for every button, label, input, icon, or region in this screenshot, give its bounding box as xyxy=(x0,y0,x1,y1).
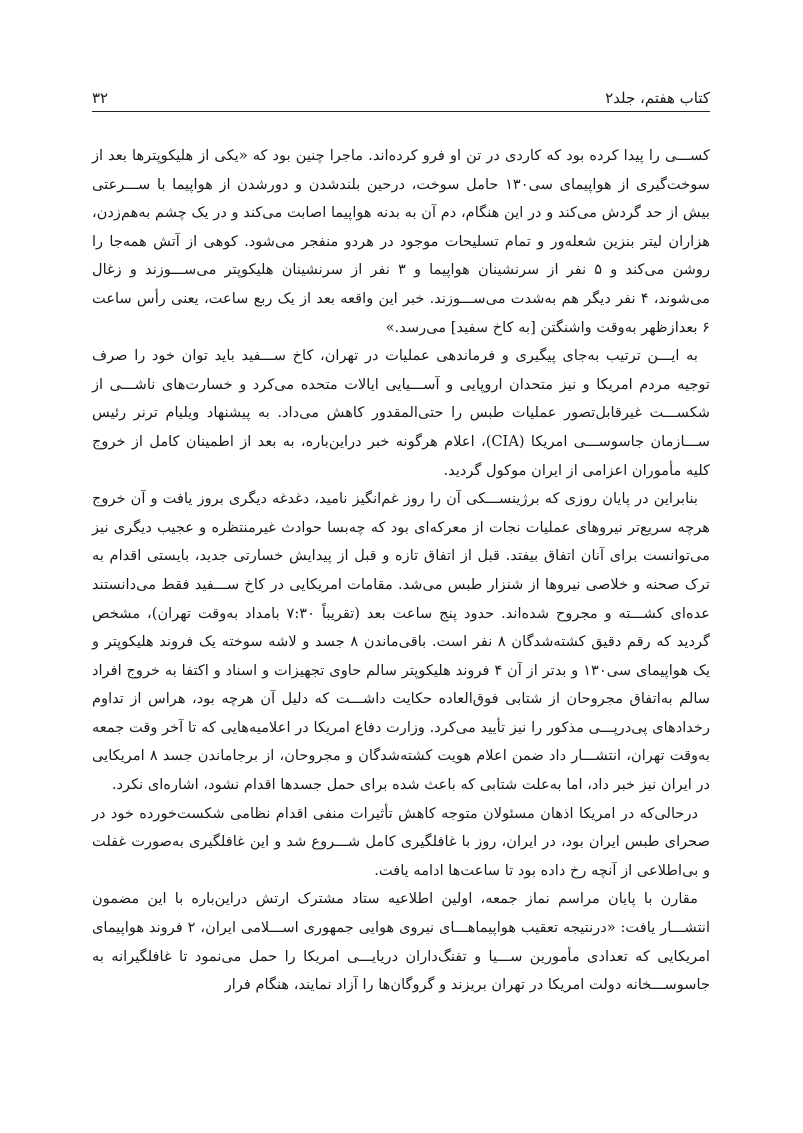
paragraph: مقارن با پایان مراسم نماز جمعه، اولین اطلاعیه ستاد مشترک ارتش دراین‌باره با این مضمون انتشـــار یافت: «درنتیجه تعقیب هواپیماهـــای نیروی هوایی جمهوری اســـلامی ایران، ۲ فروند هواپیمای امریکایی که تعدادی مأمورین ســـیا و تفنگ‌داران دریایـــی امریکا را حمل می‌نمود تا غافلگیرانه به جاسوســـخانه دولت امریکا در تهران بریزند و گروگان‌ها را آزاد نمایند، هنگام فرار xyxy=(92,890,711,994)
book-title: کتاب هفتم، جلد۲ xyxy=(605,89,710,107)
paragraph: درحالی‌که در امریکا اذهان مسئولان متوجه کاهش تأثیرات منفی اقدام نظامی شکست‌خورده خود در صحرای طبس ایران بود، در ایران، روز با غافلگیری کامل شـــروع شد و این غافلگیری به‌صورت غفلت و بی‌اطلاعی از آنچه رخ داده بود تا ساعت‌ها ادامه یافت. xyxy=(92,804,710,879)
running-header xyxy=(92,84,710,112)
paragraph: بنابراین در پایان روزی که برژینســـکی آن را روز غم‌انگیز نامید، دغدغه دیگری بروز یافت و آن خروج هرچه سریع‌تر نیروهای عملیات نجات از معرکه‌ای بود که چه‌بسا حوادث غیرمنتظره و عجیب دیگری نیز می‌توانست برای آنان اتفاق بیفتد. قبل از اتفاق تازه و قبل از پیدایش خسارتی جدید، بایستی اقدام به ترک صحنه و خلاصی نیروها از شنزار طبس می‌شد. مقامات امریکایی در کاخ ســـفید فقط می‌دانستند عده‌ای کشـــته و مجروح شده‌اند. حدود پنج ساعت بعد (تقریباً ۷:۳۰ بامداد به‌وقت تهران)، مشخص گردید که رقم دقیق کشته‌شدگان ۸ نفر است. باقی‌ماندن ۸ جسد و لاشه سوخته یک فروند هلیکوپتر و یک هواپیمای سی۱۳۰ و بدتر از آن ۴ فروند هلیکوپتر سالم حاوی تجهیزات و اسناد و اکتفا به خروج افراد سالم به‌اتفاق مجروحان از شتابی فوق‌العاده حکایت داشـــت که دلیل آن هرچه بود، هراس از تداوم رخدادهای پی‌درپـــی مذکور را نیز تأیید می‌کرد. وزارت دفاع امریکا در اعلامیه‌هایی که تا آخر وقت جمعه به‌وقت تهران، انتشـــار داد ضمن اعلام هویت کشته‌شدگان و مجروحان، از برجاماندن جسد ۸ امریکایی در ایران نیز خبر داد، اما به‌علت شتابی که باعث شده برای حمل جسدها اقدام نشود، اشاره‌ای نکرد. xyxy=(92,490,710,794)
paragraph: به ایـــن ترتیب به‌جای پیگیری و فرماندهی عملیات در تهران، کاخ ســـفید باید توان خود را صرف توجیه مردم امریکا و نیز متحدان اروپایی و آســـیایی ایالات متحده می‌کرد و خسارت‌های ناشـــی از شکســـت غیرقابل‌تصور عملیات طبس را حتی‌المقدور کاهش می‌داد. به پیشنهاد ویلیام ترنر رئیس ســـازمان جاسوســـی امریکا (CIA)، اعلام هرگونه خبر دراین‌باره، به بعد از اطمینان کامل از خروج کلیه مأموران اعزامی از ایران موکول گردید. xyxy=(92,347,710,479)
page-number: ۳۲ xyxy=(92,89,109,107)
paragraph: کســـی را پیدا کرده بود که کاردی در تن او فرو کرده‌اند. ماجرا چنین بود که «یکی از هلیکوپترها بعد از سوخت‌گیری از هواپیمای سی۱۳۰ حامل سوخت، درحین بلندشدن و دورشدن از هواپیما با ســـرعتی بیش از حد گردش می‌کند و در این هنگام، دم آن به بدنه هواپیما اصابت می‌کند و در یک چشم به‌هم‌زدن، هزاران لیتر بنزین شعله‌ور و تمام تسلیحات موجود در هردو منفجر می‌شود. کوهی از آتش همه‌جا را روشن می‌کند و ۵ نفر از سرنشینان هواپیما و ۳ نفر از سرنشینان هلیکوپتر می‌ســـوزند و زغال می‌شوند، ۴ نفر دیگر هم به‌شدت می‌ســـوزند. خبر این واقعه بعد از یک ربع ساعت، یعنی رأس ساعت ۶ بعدازظهر به‌وقت واشنگتن [به کاخ سفید] می‌رسد.» xyxy=(92,147,711,336)
body-text xyxy=(92,142,710,1000)
